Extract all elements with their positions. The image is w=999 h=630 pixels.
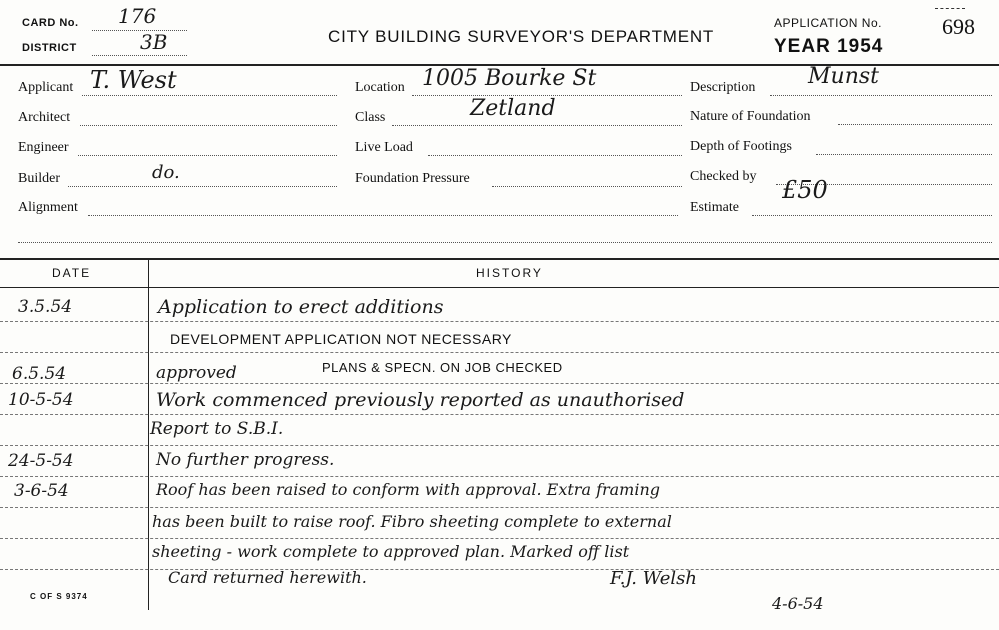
entry-text: Application to erect additions [158,296,444,318]
application-no-mark [935,8,965,9]
live-load-line [428,155,682,156]
entry-date: 3.5.54 [18,297,73,317]
ruled-line [0,414,999,415]
foundation-pressure-label: Foundation Pressure [355,171,470,186]
district-label: DISTRICT [22,42,77,54]
class-value: Zetland [470,96,556,121]
application-no-value: 698 [942,14,975,39]
stamp-development: DEVELOPMENT APPLICATION NOT NECESSARY [170,331,512,347]
live-load-label: Live Load [355,140,413,155]
nature-of-foundation-label: Nature of Foundation [690,109,811,124]
year-label: YEAR 1954 [774,36,884,57]
builder-label: Builder [18,171,60,186]
entry-text: Report to S.B.I. [150,419,284,439]
entry-text: Work commenced previously reported as unauthorised [156,389,685,411]
entry-date: 3-6-54 [14,481,69,501]
description-label: Description [690,80,756,95]
signature: F.J. Welsh [610,568,697,589]
foundation-pressure-line [492,186,682,187]
location-value: 1005 Bourke St [422,66,597,91]
ruled-line [0,538,999,539]
ruled-line [0,352,999,353]
entry-text: sheeting - work complete to approved plan. Marked off list [152,542,630,561]
description-value: Munst [808,64,879,89]
checked-value: £50 [782,176,828,204]
nature-line [838,124,992,125]
applicant-line [82,95,337,96]
district-value: 3B [140,30,168,54]
ruled-line [0,321,999,322]
entry-date: 6.5.54 [12,364,67,384]
estimate-line [752,215,992,216]
date-column-header: DATE [52,266,92,280]
history-top-rule [0,258,999,260]
estimate-label: Estimate [690,200,739,215]
ruled-line [0,507,999,508]
checked-by-label: Checked by [690,169,757,184]
architect-label: Architect [18,110,71,125]
application-no-label: APPLICATION No. [774,16,882,30]
history-header-rule [0,287,999,288]
engineer-label: Engineer [18,140,69,155]
ruled-line [0,445,999,446]
applicant-label: Applicant [18,80,74,95]
depth-of-footings-label: Depth of Footings [690,139,792,154]
history-column-header: HISTORY [476,266,543,280]
builder-value: do. [152,162,180,183]
entry-date: 24-5-54 [8,451,74,471]
alignment-line [88,215,678,216]
card-no-value: 176 [118,4,157,28]
entry-text: Roof has been raised to conform with approval. Extra framing [156,480,661,499]
entry-date: 10-5-54 [8,390,74,410]
signature-date: 4-6-54 [772,594,824,613]
depth-line [816,154,992,155]
class-label: Class [355,110,386,125]
engineer-line [78,155,337,156]
architect-line [80,125,337,126]
fields-bottom-line [18,242,992,243]
applicant-value: T. West [90,66,177,94]
ruled-line [0,383,999,384]
class-line [392,125,682,126]
description-line [770,95,992,96]
form-code: C OF S 9374 [30,592,88,601]
ruled-line [0,476,999,477]
builder-line [68,186,337,187]
entry-text: has been built to raise roof. Fibro sheeting complete to external [152,512,672,531]
card-no-label: CARD No. [22,17,79,29]
stamp-plans-checked: PLANS & SPECN. ON JOB CHECKED [322,360,563,375]
entry-text: Card returned herewith. [168,568,367,587]
department-title: CITY BUILDING SURVEYOR'S DEPARTMENT [328,27,715,46]
district-line [92,55,187,56]
entry-text: approved [156,363,237,383]
date-column-divider [148,258,149,610]
entry-text: No further progress. [156,450,335,470]
location-label: Location [355,80,405,95]
ruled-line [0,569,999,570]
alignment-label: Alignment [18,200,78,215]
